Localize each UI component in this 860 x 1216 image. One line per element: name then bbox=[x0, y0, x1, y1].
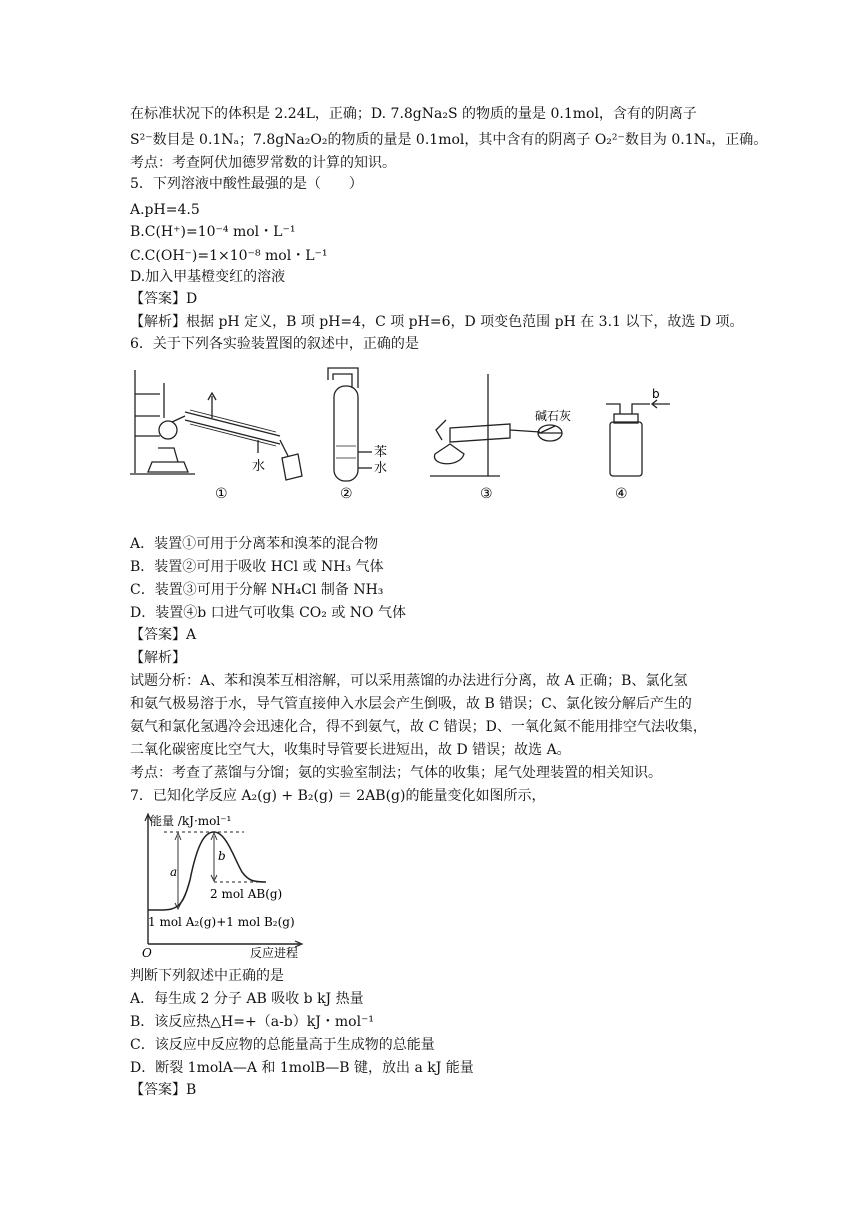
chart-ylabel: 能量 /kJ·mol⁻¹ bbox=[150, 814, 232, 828]
q5-option-d: D.加入甲基橙变红的溶液 bbox=[130, 269, 286, 285]
q6-option-b: B．装置②可用于吸收 HCl 或 NH₃ 气体 bbox=[130, 559, 384, 575]
q6-analysis-title: 【解析】 bbox=[130, 650, 186, 666]
question-7-stem: 7．已知化学反应 A₂(g) + B₂(g) ＝ 2AB(g)的能量变化如图所示， bbox=[130, 788, 546, 804]
chart-xlabel: 反应进程 bbox=[250, 946, 299, 960]
chart-reactant-label: 1 mol A₂(g)+1 mol B₂(g) bbox=[148, 915, 295, 929]
q6-analysis-line: 和氨气极易溶于水，导气管直接伸入水层会产生倒吸，故 B 错误；C、氯化铵分解后产生的 bbox=[130, 696, 692, 712]
q5-option-a: A.pH=4.5 bbox=[130, 202, 200, 218]
q7-option-b: B．该反应热△H=+（a-b）kJ・mol⁻¹ bbox=[130, 1014, 375, 1030]
text-line: 在标准状况下的体积是 2.24L，正确；D. 7.8gNa₂S 的物质的量是 0.1mol，含有的阴离子 bbox=[130, 106, 697, 122]
figure-number-3: ③ bbox=[480, 486, 493, 502]
q6-analysis-line: 二氧化碳密度比空气大，收集时导管要长进短出，故 D 错误；故选 A。 bbox=[130, 742, 571, 758]
figure-number-2: ② bbox=[340, 486, 353, 502]
q7-option-a: A．每生成 2 分子 AB 吸收 b kJ 热量 bbox=[130, 991, 364, 1007]
q5-option-c: C.C(OH⁻)=1×10⁻⁸ mol・L⁻¹ bbox=[130, 248, 328, 264]
q7-judge: 判断下列叙述中正确的是 bbox=[130, 968, 284, 984]
q6-option-a: A．装置①可用于分离苯和溴苯的混合物 bbox=[130, 536, 379, 552]
figure-label-b: b bbox=[652, 387, 660, 401]
q5-analysis: 【解析】根据 pH 定义，B 项 pH=4，C 项 pH=6，D 项变色范围 pH 在 3.1 以下，故选 D 项。 bbox=[130, 314, 744, 330]
q6-kaodian: 考点：考查了蒸馏与分馏；氨的实验室制法；气体的收集；尾气处理装置的相关知识。 bbox=[130, 765, 662, 781]
q5-answer: 【答案】D bbox=[130, 291, 198, 307]
q7-option-c: C．该反应中反应物的总能量高于生成物的总能量 bbox=[130, 1037, 435, 1053]
q6-option-d: D．装置④b 口进气可收集 CO₂ 或 NO 气体 bbox=[130, 605, 406, 621]
figure-label-water: 水 bbox=[252, 459, 266, 474]
q7-option-d: D．断裂 1molA—A 和 1molB—B 键，放出 a kJ 能量 bbox=[130, 1060, 474, 1076]
figure-number-4: ④ bbox=[615, 486, 628, 502]
text-line: S²⁻数目是 0.1Nₐ；7.8gNa₂O₂的物质的量是 0.1mol，其中含有的阴离子 O₂²⁻数目为 0.1Nₐ，正确。 bbox=[130, 132, 768, 148]
question-6-stem: 6．关于下列各实验装置图的叙述中，正确的是 bbox=[130, 336, 419, 352]
chart-origin: O bbox=[142, 946, 152, 960]
apparatus-figure bbox=[130, 358, 690, 508]
q5-option-b: B.C(H⁺)=10⁻⁴ mol・L⁻¹ bbox=[130, 224, 296, 240]
q7-answer: 【答案】B bbox=[130, 1082, 197, 1098]
kaodian-line: 考点：考查阿伏加德罗常数的计算的知识。 bbox=[130, 155, 396, 171]
figure-label-water2: 水 bbox=[374, 461, 388, 476]
figure-label-benzene: 苯 bbox=[374, 445, 388, 460]
figure-number-1: ① bbox=[215, 486, 228, 502]
q6-analysis-line: 氨气和氯化氢遇冷会迅速化合，得不到氨气，故 C 错误；D、一氧化氮不能用排空气法收集， bbox=[130, 719, 707, 735]
chart-product-label: 2 mol AB(g) bbox=[210, 887, 283, 901]
energy-diagram bbox=[138, 810, 318, 960]
chart-label-a: a bbox=[170, 865, 178, 879]
q6-option-c: C．装置③可用于分解 NH₄Cl 制备 NH₃ bbox=[130, 582, 384, 598]
q6-analysis-line: 试题分析：A、苯和溴苯互相溶解，可以采用蒸馏的办法进行分离，故 A 正确；B、氯化氢 bbox=[130, 673, 688, 689]
chart-label-b: b bbox=[218, 849, 226, 863]
question-5-stem: 5．下列溶液中酸性最强的是（ ） bbox=[130, 176, 363, 192]
q6-answer: 【答案】A bbox=[130, 627, 197, 643]
figure-label-sodalime: 碱石灰 bbox=[535, 409, 572, 423]
